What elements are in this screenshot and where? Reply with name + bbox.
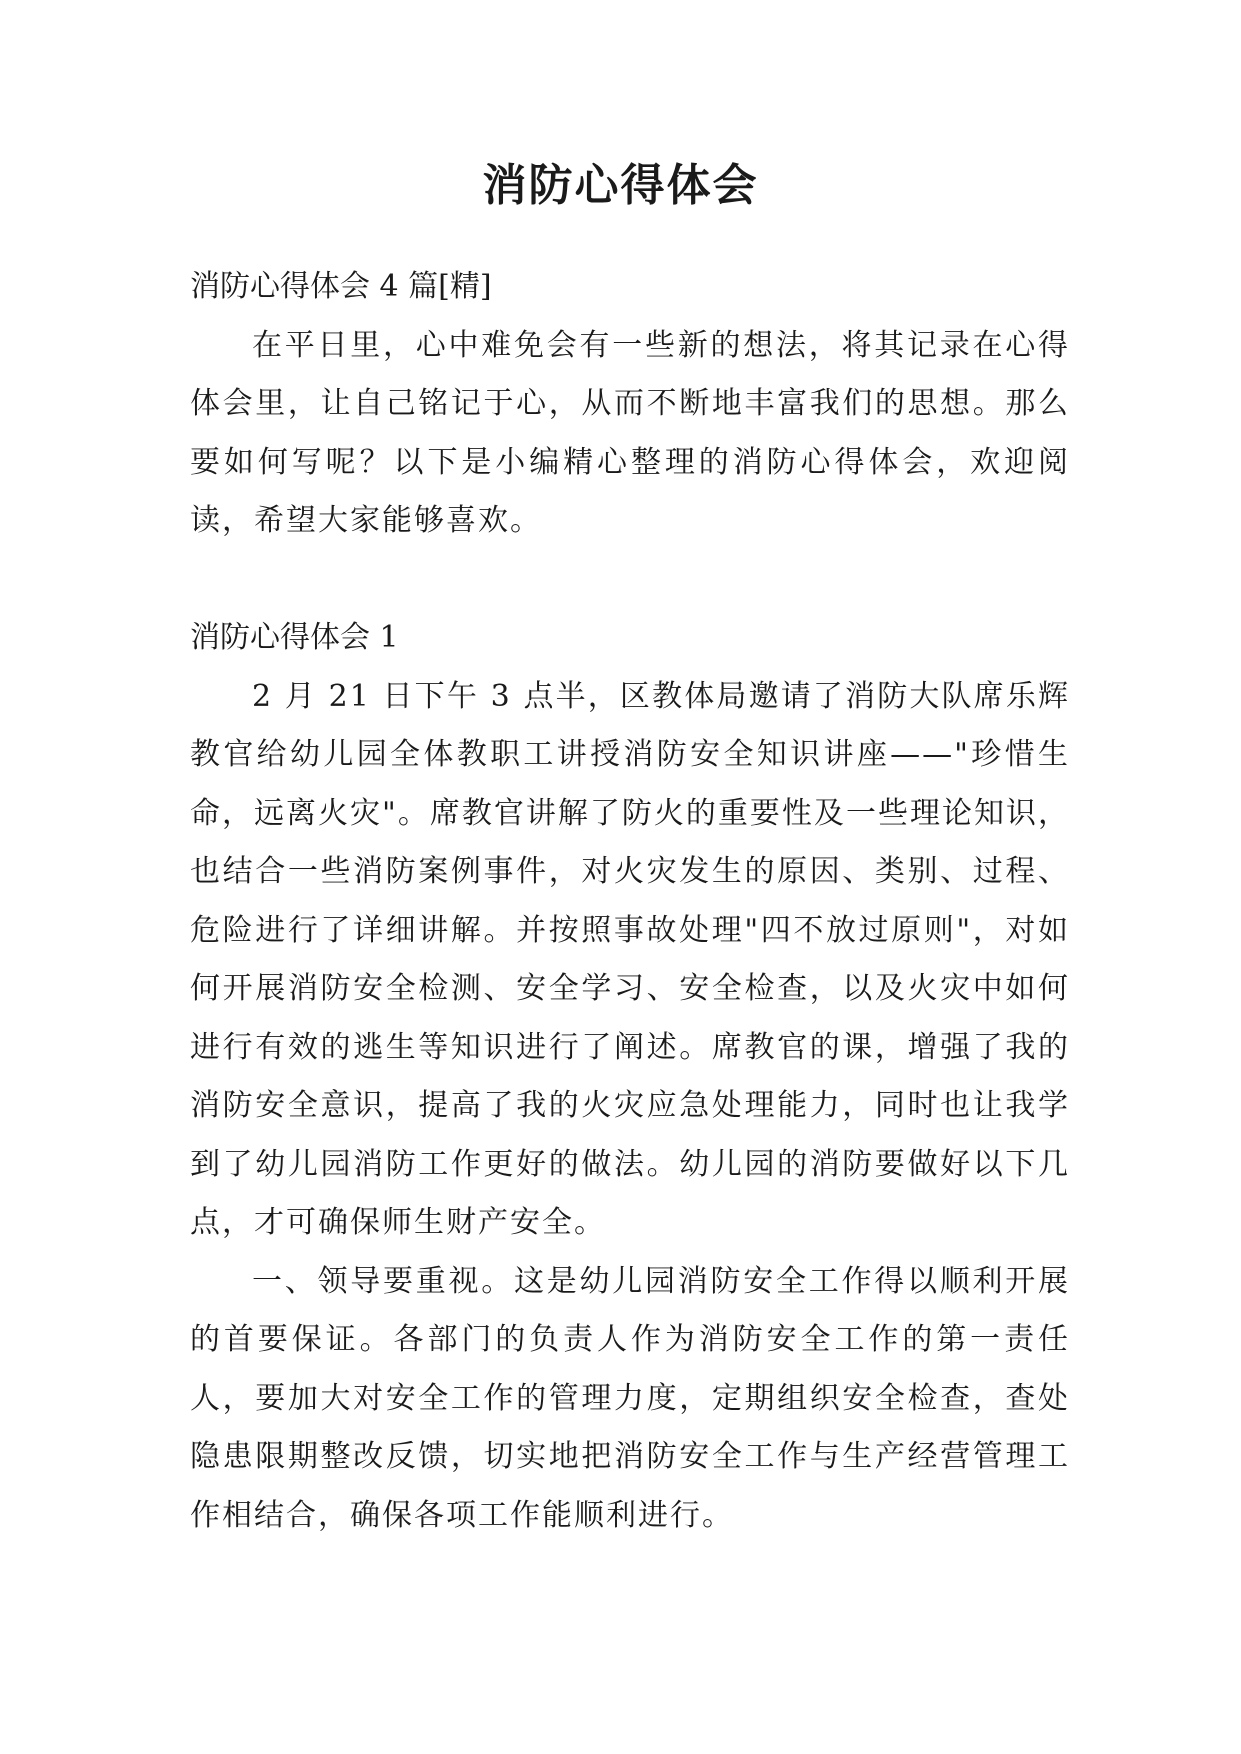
document-body (190, 258, 1070, 1545)
article-heading: 消防心得体会 4 篇[精] (190, 269, 492, 304)
section-paragraph: 2 月 21 日下午 3 点半，区教体局邀请了消防大队席乐辉教官给幼儿园全体教职工讲授消防安全知识讲座——"珍惜生命，远离火灾"。席教官讲解了防火的重要性及一些理论知识，也结合一些消防案例事件，对火灾发生的原因、类别、过程、危险进行了详细讲解。并按照事故处理"四不放过原则"，对如何开展消防安全检测、安全学习、安全检查，以及火灾中如何进行有效的逃生等知识进行了阐述。席教官的课，增强了我的消防安全意识，提高了我的火灾应急处理能力，同时也让我学到了幼儿园消防工作更好的做法。幼儿园的消防要做好以下几点，才可确保师生财产安全。 (190, 678, 1070, 1240)
section-paragraph: 一、领导要重视。这是幼儿园消防安全工作得以顺利开展的首要保证。各部门的负责人作为消防安全工作的第一责任人，要加大对安全工作的管理力度，定期组织安全检查，查处隐患限期整改反馈，切实地把消防安全工作与生产经营管理工作相结合，确保各项工作能顺利进行。 (190, 1263, 1070, 1533)
document-title: 消防心得体会 (482, 160, 759, 211)
intro-paragraph: 在平日里，心中难免会有一些新的想法，将其记录在心得体会里，让自己铭记于心，从而不断地丰富我们的思想。那么要如何写呢？以下是小编精心整理的消防心得体会，欢迎阅读，希望大家能够喜欢。 (190, 327, 1070, 538)
section-heading: 消防心得体会 1 (190, 620, 399, 655)
section-spacer (190, 551, 1070, 610)
